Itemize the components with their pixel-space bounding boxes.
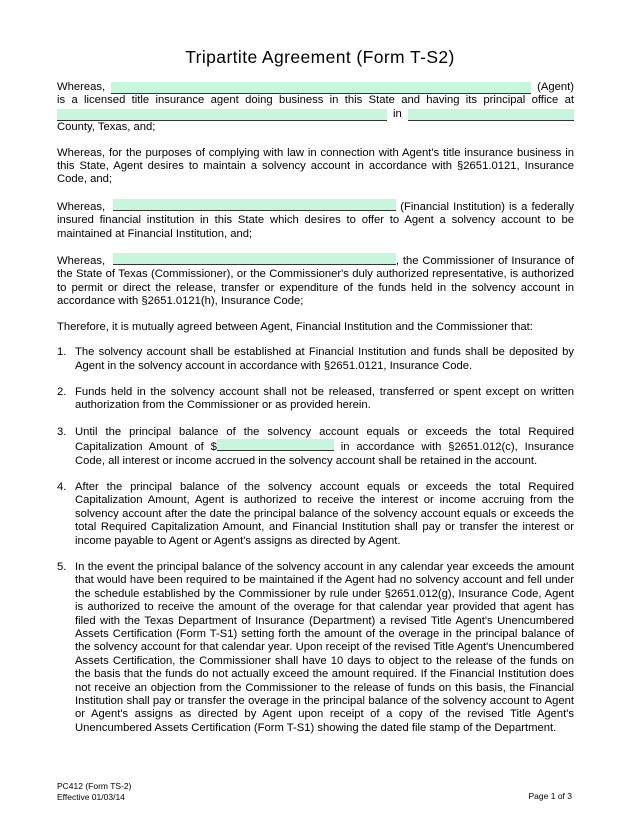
item-number: 3. xyxy=(57,425,67,438)
list-item xyxy=(57,426,574,468)
list-item xyxy=(57,561,574,735)
whereas-label: Whereas, xyxy=(57,81,106,93)
item-text: The solvency account shall be established at Financial Institution and funds shall be deposited by Agent in the solvency account in accordance with §2651.0121, Insurance Code. xyxy=(75,346,574,372)
financial-institution-field[interactable] xyxy=(113,199,396,211)
capitalization-amount-field[interactable] xyxy=(217,439,334,451)
paragraph-solvency-purpose: Whereas, for the purposes of complying with law in connection with Agent's title insurance business in this State, Agent desires to maintain a solvency account in accordance with §2651.0121, Insurance Code, and; xyxy=(57,146,574,186)
commissioner-text: , the Commissioner of Insurance of the State of Texas (Commissioner), or the Commissioner's duly authorized representative, is authorized to permit or direct the release, transfer or expenditure of the funds held in the solvency account in accordance with §2651.0121(h), Insurance Code; xyxy=(57,255,574,308)
paragraph-financial-institution xyxy=(57,199,574,241)
item-number: 4. xyxy=(57,480,67,493)
list-item xyxy=(57,481,574,548)
list-item xyxy=(57,386,574,413)
terms-list xyxy=(57,346,574,735)
item-text: In the event the principal balance of the solvency account in any calendar year exceeds the amount that would have been required to be maintained if the Agent had no solvency account and fell under the schedule established by the Commissioner by rule under §2651.012(g), Insurance Code, Agent is authorized to receive the amount of the overage for that calendar year provided that agent has filed with the Texas Department of Insurance (Department) a revised Title Agent's Unencumbered Assets Certification (Form T-S1) setting forth the amount of the overage in the principal balance of the solvency account for that calendar year. Upon receipt of the revised Title Agent's Unencumbered Assets Certification, the Commissioner shall have 10 days to object to the release of the funds on the basis that the funds do not actually exceed the amount required. If the Financial Institution does not receive an objection from the Commissioner to the release of funds on this basis, the Financial Institution shall pay or transfer the overage in the principal balance of the solvency account to Agent or Agent's assigns as directed by Agent upon receipt of a copy of the revised Title Agent's Unencumbered Assets Certification (Form T-S1) showing the dated file stamp of the Department. xyxy=(75,560,574,734)
agent-name-field[interactable] xyxy=(111,82,531,94)
paragraph-therefore: Therefore, it is mutually agreed between Agent, Financial Institution and the Commissioner that: xyxy=(57,320,533,333)
paragraph-commissioner xyxy=(57,253,574,309)
item-text: After the principal balance of the solvency account equals or exceeds the total Required Capitalization Amount, Agent is authorized to receive the interest or income accruing from the solvency account after the date the principal balance of the solvency account equals or exceeds the total Required Capitalization Amount, and Financial Institution shall pay or transfer the interest or income payable to Agent or Agent's assigns as directed by Agent. xyxy=(75,480,574,547)
whereas-label: Whereas, xyxy=(57,255,106,268)
footer-form-id: PC412 (Form TS-2) xyxy=(57,781,132,791)
item-text-before: Until the principal balance of the solvency account equals or exceeds the total Required Capitalization Amount of $ xyxy=(75,425,574,454)
list-item xyxy=(57,346,574,373)
paragraph-agent xyxy=(57,81,574,135)
financial-institution-text: (Financial Institution) is a federally insured financial institution in this State which desires to offer to Agent a solvency account to be maintained at Financial Institution, and; xyxy=(57,200,574,240)
item-number: 2. xyxy=(57,385,67,398)
page-title: Tripartite Agreement (Form T-S2) xyxy=(185,47,455,67)
in-word: in xyxy=(393,107,402,120)
agent-office-text: is a licensed title insurance agent doing business in this State and having its principal office at xyxy=(57,94,574,107)
agent-suffix: (Agent) xyxy=(537,81,574,93)
county-text: County, Texas, and; xyxy=(57,121,156,134)
item-number: 1. xyxy=(57,346,67,359)
footer-effective-date: Effective 01/03/14 xyxy=(57,791,125,802)
county-field[interactable] xyxy=(408,109,574,121)
commissioner-name-field[interactable] xyxy=(113,253,396,265)
footer-page-number: Page 1 of 3 xyxy=(528,791,572,801)
item-text: Funds held in the solvency account shall not be released, transferred or spent except on written authorization from the Commissioner or as provided herein. xyxy=(75,385,574,412)
agreement-body xyxy=(57,81,574,735)
office-address-field[interactable] xyxy=(57,109,387,121)
whereas-label: Whereas, xyxy=(57,200,106,213)
item-number: 5. xyxy=(57,560,67,573)
footer-form-info xyxy=(57,781,131,802)
item-text-after: in accordance with §2651.012(c), Insurance Code, all interest or income accrued in the solvency account shall be retained in the account. xyxy=(75,441,574,467)
